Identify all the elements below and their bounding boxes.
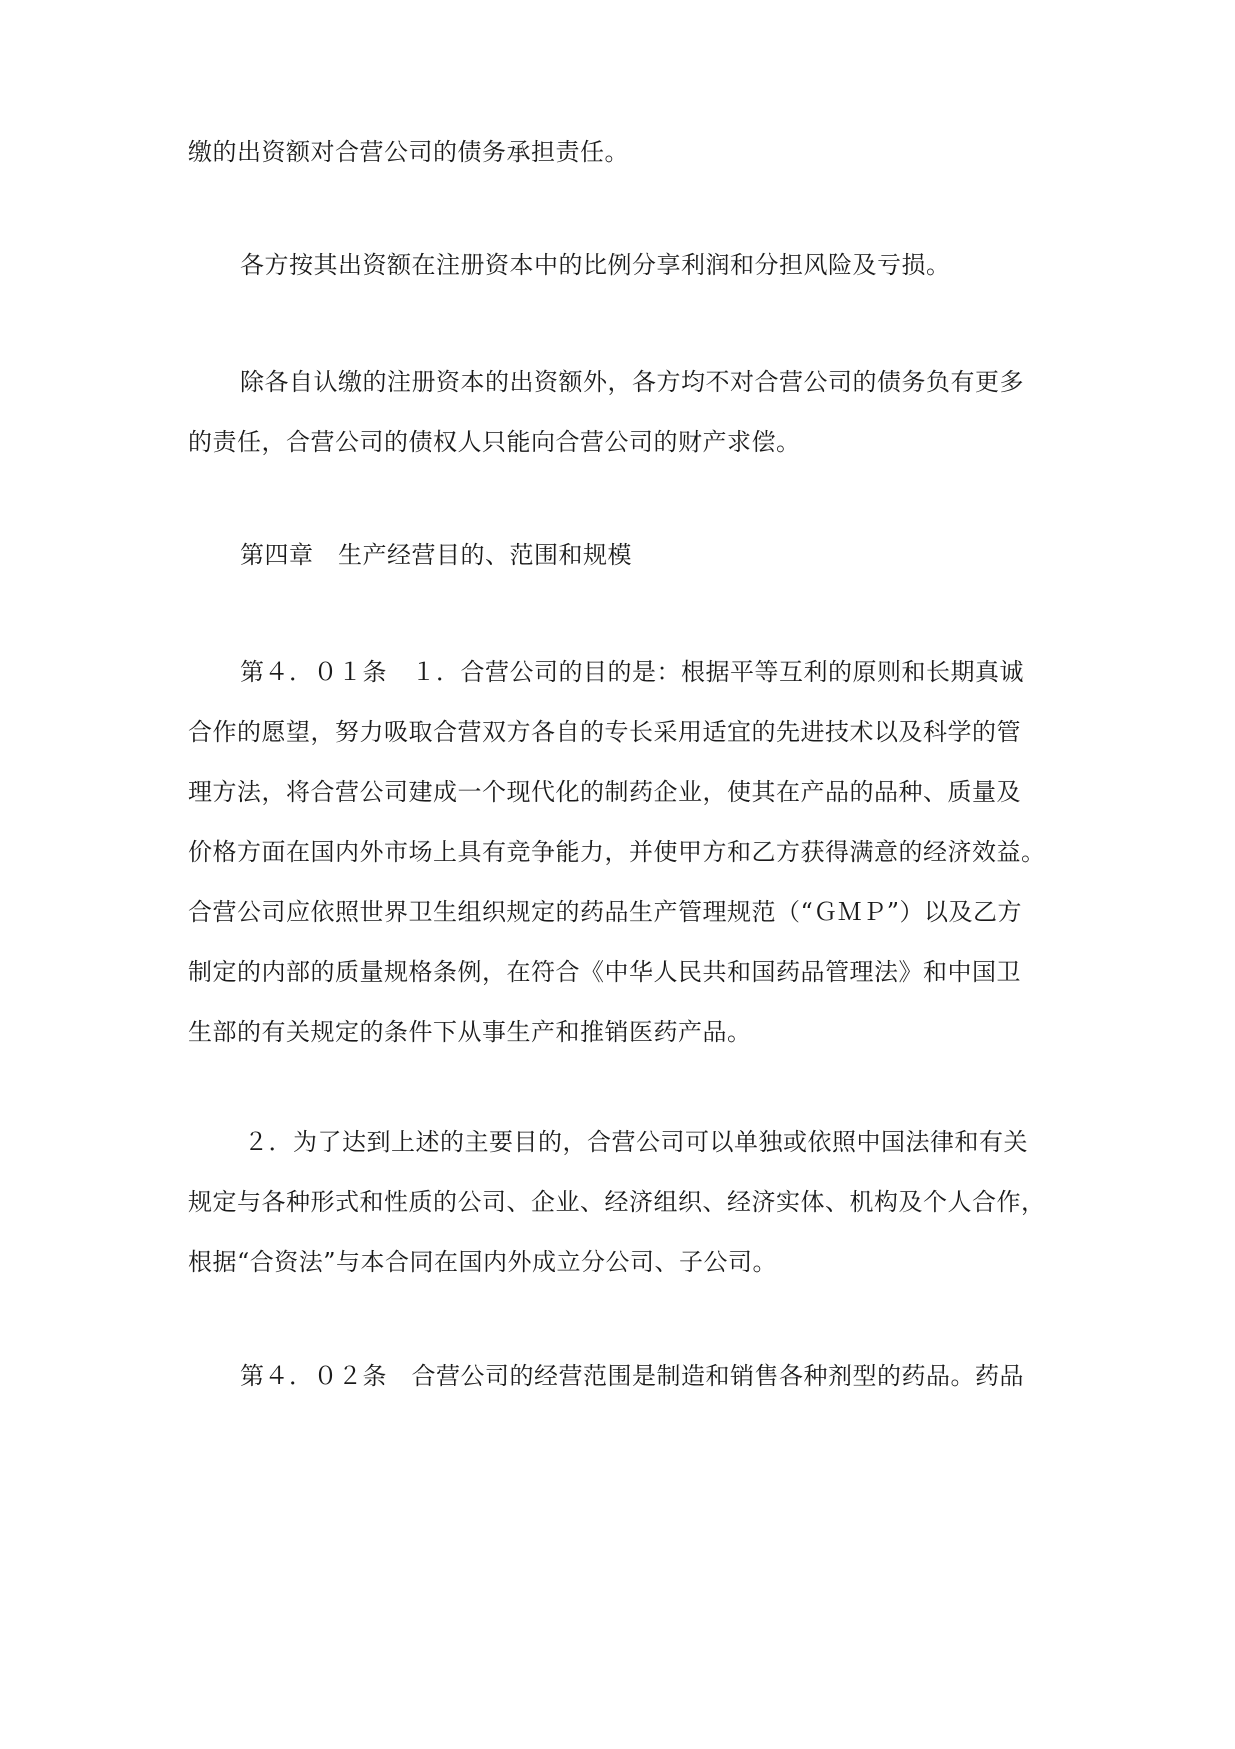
text-line: 价格方面在国内外市场上具有竞争能力，并使甲方和乙方获得满意的经济效益。 (188, 838, 1046, 866)
text-line: 根据“合资法”与本合同在国内外成立分公司、子公司。 (188, 1248, 778, 1276)
text-line: 规定与各种形式和性质的公司、企业、经济组织、经济实体、机构及个人合作， (188, 1188, 1046, 1216)
text-line: 除各自认缴的注册资本的出资额外，各方均不对合营公司的债务负有更多 (240, 368, 1024, 396)
text-line: 第４．０２条 合营公司的经营范围是制造和销售各种剂型的药品。药品 (240, 1362, 1024, 1390)
text-line: 制定的内部的质量规格条例，在符合《中华人民共和国药品管理法》和中国卫 (188, 958, 1021, 986)
text-line: 合作的愿望，努力吸取合营双方各自的专长采用适宜的先进技术以及科学的管 (188, 718, 1021, 746)
text-line: 理方法，将合营公司建成一个现代化的制药企业，使其在产品的品种、质量及 (188, 778, 1021, 806)
text-line: 缴的出资额对合营公司的债务承担责任。 (188, 138, 629, 166)
text-line: 的责任，合营公司的债权人只能向合营公司的财产求偿。 (188, 428, 801, 456)
text-line: 第４．０１条 １．合营公司的目的是：根据平等互利的原则和长期真诚 (240, 658, 1024, 686)
text-line: ２．为了达到上述的主要目的，合营公司可以单独或依照中国法律和有关 (244, 1128, 1028, 1156)
text-line: 生部的有关规定的条件下从事生产和推销医药产品。 (188, 1018, 752, 1046)
text-line: 各方按其出资额在注册资本中的比例分享利润和分担风险及亏损。 (240, 251, 951, 279)
text-line: 合营公司应依照世界卫生组织规定的药品生产管理规范（“ＧＭＰ”）以及乙方 (188, 898, 1023, 926)
chapter-heading: 第四章 生产经营目的、范围和规模 (240, 541, 632, 569)
